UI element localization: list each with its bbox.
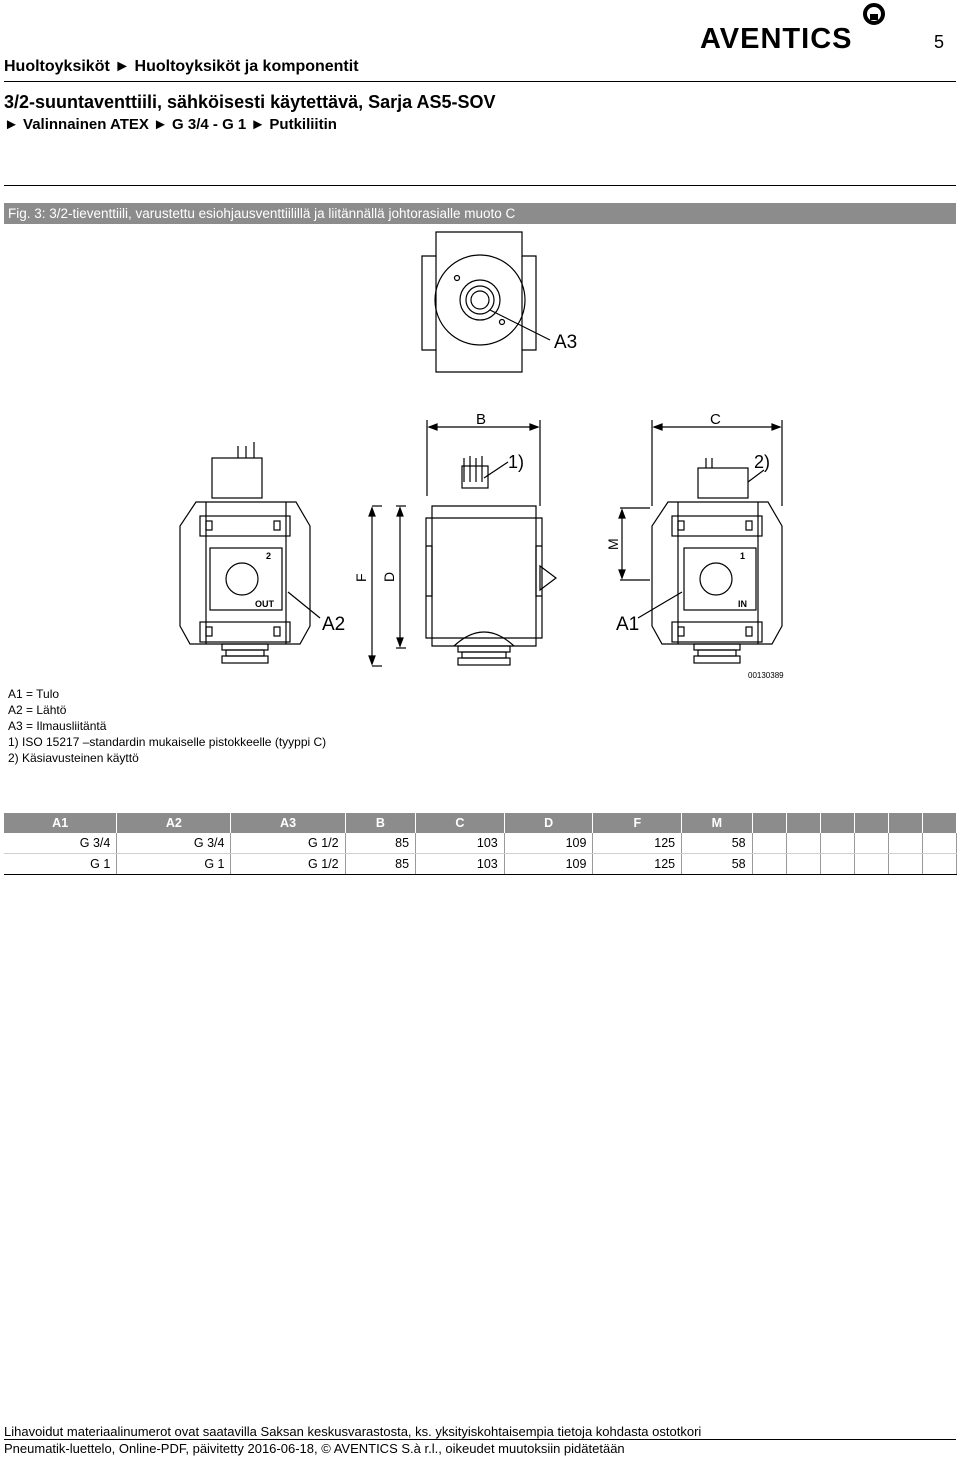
page-subtitle[interactable]: ► Valinnainen ATEX ► G 3/4 - G 1 ► Putkiliitin	[4, 116, 337, 133]
header-rule	[4, 81, 956, 82]
table-cell	[854, 833, 888, 854]
label-a2: A2	[322, 614, 346, 635]
col-header	[752, 813, 786, 833]
top-view	[422, 232, 550, 372]
table-cell	[922, 854, 956, 875]
table-row	[4, 833, 957, 854]
valve-technical-drawing	[150, 226, 810, 686]
aventics-logo	[700, 2, 886, 52]
table-cell	[820, 833, 854, 854]
legend-item: 2) Käsiavusteinen käyttö	[8, 751, 139, 765]
figure-legend	[8, 686, 326, 766]
col-header	[888, 813, 922, 833]
table-cell	[922, 833, 956, 854]
table-cell	[786, 854, 820, 875]
table-cell: G 3/4	[117, 833, 231, 854]
col-header: C	[416, 813, 505, 833]
logo-text: AVENTICS	[700, 23, 853, 52]
table-cell: G 1/2	[231, 854, 345, 875]
table-cell	[888, 854, 922, 875]
center-view	[426, 456, 556, 665]
label-in: IN	[738, 599, 747, 609]
table-row	[4, 854, 957, 875]
label-c: C	[710, 411, 721, 428]
col-header: D	[504, 813, 593, 833]
col-header	[820, 813, 854, 833]
table-cell	[888, 833, 922, 854]
col-header: A1	[4, 813, 117, 833]
footer-note: Lihavoidut materiaalinumerot ovat saatavilla Saksan keskusvarastosta, ks. yksityiskohtaisempia tietoja kohdasta ostotkori	[4, 1424, 702, 1439]
table-cell: G 1	[117, 854, 231, 875]
footer-copyright: Pneumatik-luettelo, Online-PDF, päivitetty 2016-06-18, © AVENTICS S.à r.l., oikeudet muutoksiin pidätetään	[4, 1441, 625, 1456]
table-cell	[854, 854, 888, 875]
table-cell	[786, 833, 820, 854]
col-header	[786, 813, 820, 833]
dimensions-table	[4, 813, 957, 875]
table-cell: 103	[416, 833, 505, 854]
legend-item: A2 = Lähtö	[8, 703, 67, 717]
label-out: OUT	[255, 599, 274, 609]
table-cell: 125	[593, 833, 682, 854]
footer-rule	[4, 1439, 956, 1440]
label-note-2: 2)	[754, 452, 771, 472]
label-d: D	[381, 571, 397, 582]
legend-item: 1) ISO 15217 –standardin mukaiselle pistokkeelle (tyyppi C)	[8, 735, 327, 749]
table-cell: 58	[682, 833, 752, 854]
legend-item: A3 = Ilmausliitäntä	[8, 719, 107, 733]
table-cell: 58	[682, 854, 752, 875]
table-cell: 85	[345, 854, 415, 875]
table-cell: 109	[504, 854, 593, 875]
col-header	[854, 813, 888, 833]
left-view	[180, 442, 310, 663]
table-cell: G 3/4	[4, 833, 117, 854]
col-header: M	[682, 813, 752, 833]
table-header-row	[4, 813, 957, 833]
section-rule	[4, 185, 956, 186]
col-header: A3	[231, 813, 345, 833]
label-b: B	[476, 411, 487, 428]
label-port-1: 1	[740, 551, 746, 561]
drawing-id: 00130389	[748, 671, 784, 680]
label-a1: A1	[616, 614, 640, 635]
page-title: 3/2-suuntaventtiili, sähköisesti käytettävä, Sarja AS5-SOV	[4, 92, 496, 112]
col-header: A2	[117, 813, 231, 833]
label-port-2: 2	[266, 551, 272, 561]
table-cell: 125	[593, 854, 682, 875]
table-cell: 103	[416, 854, 505, 875]
table-cell: G 1/2	[231, 833, 345, 854]
page-number: 5	[934, 32, 945, 52]
table-cell	[752, 833, 786, 854]
table-cell: G 1	[4, 854, 117, 875]
label-note-1: 1)	[508, 452, 525, 472]
table-cell	[752, 854, 786, 875]
breadcrumb[interactable]: Huoltoyksiköt ► Huoltoyksiköt ja komponentit	[4, 58, 359, 75]
col-header: F	[593, 813, 682, 833]
label-a3: A3	[554, 332, 578, 353]
col-header	[922, 813, 956, 833]
table-cell	[820, 854, 854, 875]
table-cell: 85	[345, 833, 415, 854]
label-m: M	[605, 538, 621, 550]
right-view	[652, 458, 782, 663]
figure-caption: Fig. 3: 3/2-tieventtiili, varustettu esiohjausventtiilillä ja liitännällä johtorasialle muoto C	[8, 206, 516, 221]
label-f: F	[353, 573, 369, 582]
col-header: B	[345, 813, 415, 833]
legend-item: A1 = Tulo	[8, 687, 60, 701]
table-cell: 109	[504, 833, 593, 854]
